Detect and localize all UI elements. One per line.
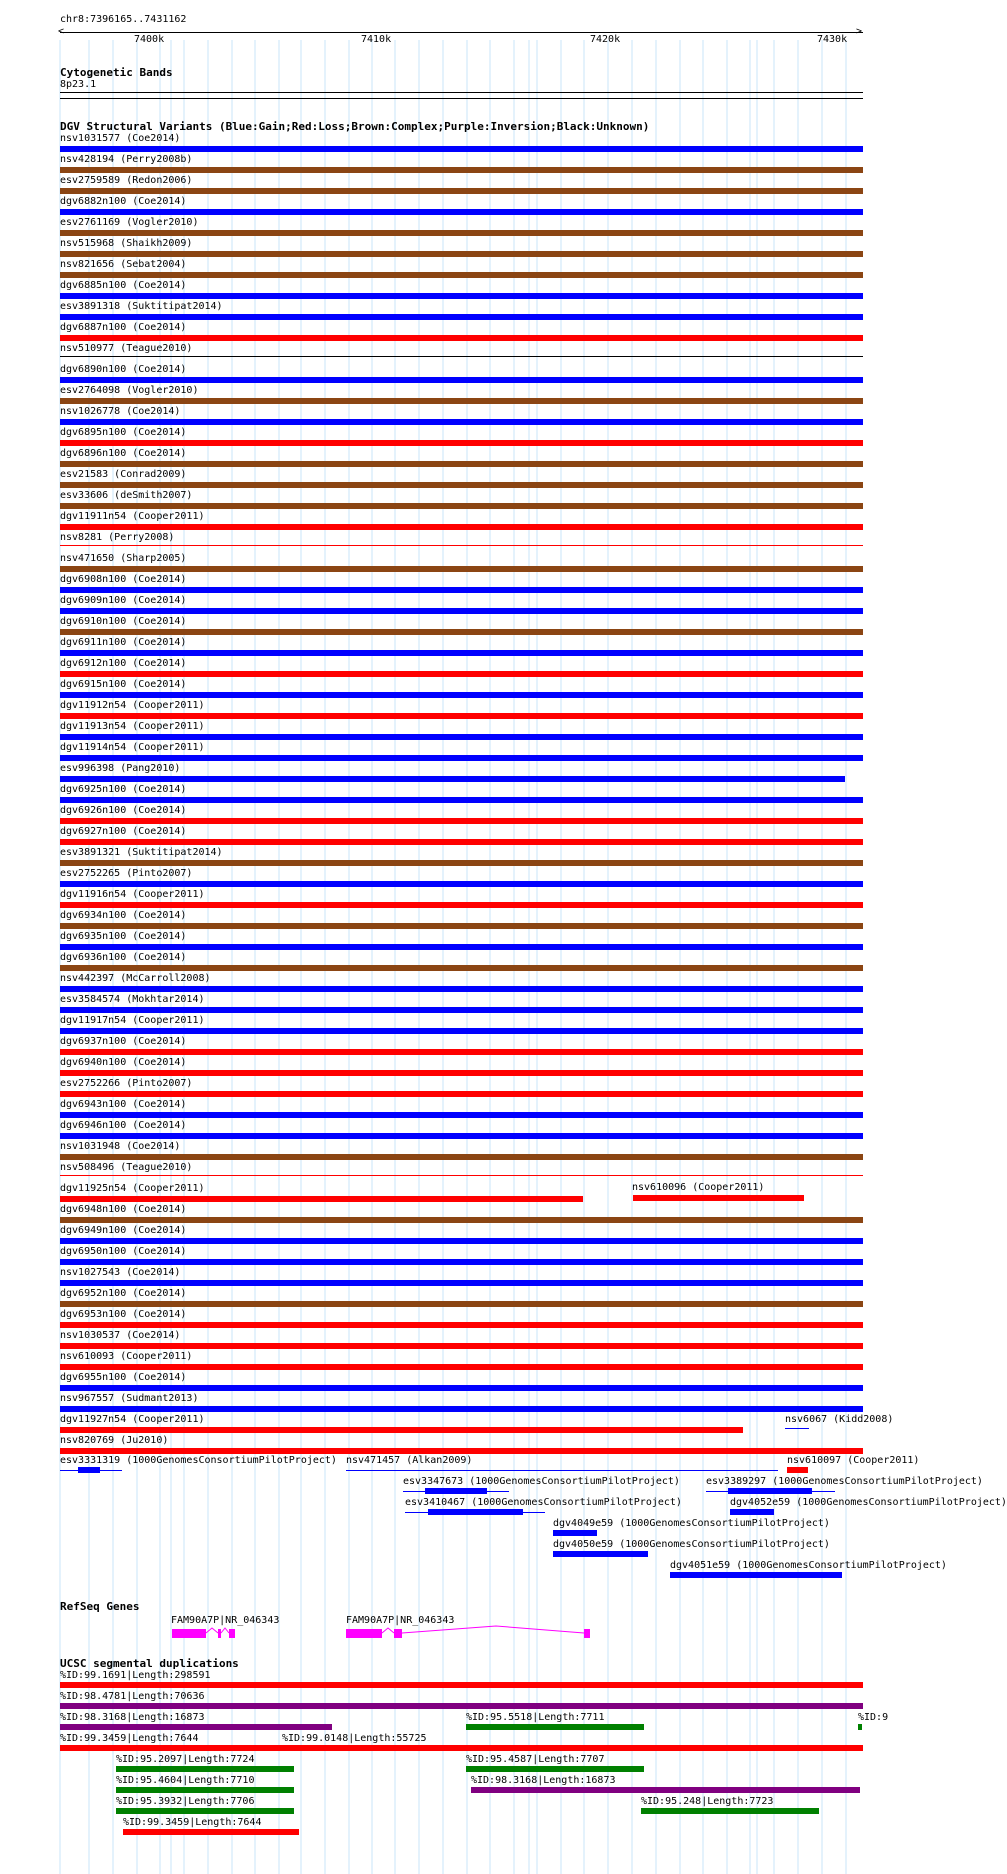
variant-label[interactable]: dgv6953n100 (Coe2014) [60, 1309, 187, 1320]
variant-bar[interactable] [60, 419, 863, 425]
variant-label[interactable]: esv2764098 (Vogler2010) [60, 385, 199, 396]
variant-bar[interactable] [60, 1301, 863, 1307]
variant-label[interactable]: esv3584574 (Mokhtar2014) [60, 994, 205, 1005]
variant-label[interactable]: dgv6952n100 (Coe2014) [60, 1288, 187, 1299]
feature-label[interactable]: nsv6067 (Kidd2008) [785, 1414, 894, 1425]
variant-label[interactable]: dgv6927n100 (Coe2014) [60, 826, 187, 837]
variant-label[interactable]: nsv471650 (Sharp2005) [60, 553, 187, 564]
variant-label[interactable]: dgv6926n100 (Coe2014) [60, 805, 187, 816]
gene-model[interactable] [170, 1625, 242, 1639]
variant-label[interactable]: dgv6912n100 (Coe2014) [60, 658, 187, 669]
segdup-label[interactable]: %ID:95.3932|Length:7706 [116, 1796, 255, 1807]
variant-label[interactable]: esv2752265 (Pinto2007) [60, 868, 193, 879]
variant-bar[interactable] [428, 1509, 523, 1515]
variant-bar[interactable] [60, 881, 863, 887]
variant-label[interactable]: dgv6940n100 (Coe2014) [60, 1057, 187, 1068]
variant-label[interactable]: dgv6950n100 (Coe2014) [60, 1246, 187, 1257]
segdup-bar[interactable] [641, 1808, 819, 1814]
segdup-label[interactable]: %ID:95.2097|Length:7724 [116, 1754, 255, 1765]
variant-bar[interactable] [60, 503, 863, 509]
variant-label[interactable]: dgv11917n54 (Cooper2011) [60, 1015, 205, 1026]
variant-bar[interactable] [60, 1280, 863, 1286]
variant-bar[interactable] [60, 1070, 863, 1076]
variant-bar[interactable] [60, 293, 863, 299]
segdup-bar[interactable] [123, 1829, 299, 1835]
variant-bar[interactable] [60, 1196, 583, 1202]
variant-label[interactable]: nsv1031577 (Coe2014) [60, 133, 181, 144]
segdup-label[interactable]: %ID:95.4604|Length:7710 [116, 1775, 255, 1786]
variant-bar[interactable] [60, 188, 863, 194]
variant-bar[interactable] [553, 1530, 597, 1536]
variant-bar[interactable] [670, 1572, 842, 1578]
variant-label[interactable]: dgv6949n100 (Coe2014) [60, 1225, 187, 1236]
variant-label[interactable]: nsv1030537 (Coe2014) [60, 1330, 181, 1341]
variant-label[interactable]: dgv6882n100 (Coe2014) [60, 196, 187, 207]
variant-bar[interactable] [60, 1322, 863, 1328]
variant-label[interactable]: esv3891321 (Suktitipat2014) [60, 847, 223, 858]
variant-bar[interactable] [60, 377, 863, 383]
variant-label[interactable]: dgv6936n100 (Coe2014) [60, 952, 187, 963]
variant-bar[interactable] [60, 692, 863, 698]
variant-bar[interactable] [787, 1467, 808, 1473]
variant-label[interactable]: nsv8281 (Perry2008) [60, 532, 175, 543]
variant-label[interactable]: dgv6934n100 (Coe2014) [60, 910, 187, 921]
variant-label[interactable]: nsv1031948 (Coe2014) [60, 1141, 181, 1152]
variant-bar[interactable] [60, 860, 863, 866]
variant-bar[interactable] [60, 1028, 863, 1034]
segdup-track-title: UCSC segmental duplications [60, 1657, 239, 1670]
variant-bar[interactable] [730, 1509, 774, 1515]
variant-bar[interactable] [60, 1091, 863, 1097]
variant-bar[interactable] [60, 356, 863, 357]
variant-label[interactable]: dgv6885n100 (Coe2014) [60, 280, 187, 291]
segdup-bar[interactable] [471, 1787, 860, 1793]
variant-label[interactable]: dgv6911n100 (Coe2014) [60, 637, 187, 648]
variant-bar[interactable] [60, 1343, 863, 1349]
variant-label[interactable]: nsv821656 (Sebat2004) [60, 259, 187, 270]
feature-label[interactable]: dgv4052e59 (1000GenomesConsortiumPilotProject) [730, 1497, 1007, 1508]
variant-bar[interactable] [60, 398, 863, 404]
cyto-track-title: Cytogenetic Bands [60, 66, 173, 79]
feature-label[interactable]: nsv610096 (Cooper2011) [632, 1182, 765, 1193]
ruler-tick-label: 7400k [134, 34, 165, 45]
ruler [60, 0, 863, 50]
variant-label[interactable]: dgv6943n100 (Coe2014) [60, 1099, 187, 1110]
variant-bar[interactable] [60, 482, 863, 488]
ruler-range: chr8:7396165..7431162 [60, 14, 187, 25]
variant-bar[interactable] [60, 923, 863, 929]
variant-label[interactable]: esv2761169 (Vogler2010) [60, 217, 199, 228]
segdup-bar[interactable] [60, 1703, 863, 1709]
variant-label[interactable]: dgv6909n100 (Coe2014) [60, 595, 187, 606]
variant-label[interactable]: dgv6890n100 (Coe2014) [60, 364, 187, 375]
variant-bar[interactable] [60, 1364, 863, 1370]
variant-label[interactable]: nsv510977 (Teague2010) [60, 343, 193, 354]
variant-label[interactable]: dgv6948n100 (Coe2014) [60, 1204, 187, 1215]
segdup-label[interactable]: %ID:98.3168|Length:16873 [60, 1712, 205, 1723]
ruler-left-arrow: < [58, 26, 65, 37]
variant-bar[interactable] [60, 797, 863, 803]
variant-bar[interactable] [60, 146, 863, 152]
variant-label[interactable]: dgv6937n100 (Coe2014) [60, 1036, 187, 1047]
variant-label[interactable]: dgv6935n100 (Coe2014) [60, 931, 187, 942]
variant-thin-line[interactable] [346, 1470, 778, 1471]
variant-label[interactable]: dgv11913n54 (Cooper2011) [60, 721, 205, 732]
variant-bar[interactable] [60, 734, 863, 740]
segdup-bar[interactable] [60, 1724, 332, 1730]
variant-label[interactable]: dgv11916n54 (Cooper2011) [60, 889, 205, 900]
variant-bar[interactable] [60, 167, 863, 173]
variant-bar[interactable] [60, 209, 863, 215]
variant-label[interactable]: dgv11927n54 (Cooper2011) [60, 1414, 205, 1425]
feature-label[interactable]: dgv4051e59 (1000GenomesConsortiumPilotProject) [670, 1560, 947, 1571]
variant-label[interactable]: dgv6925n100 (Coe2014) [60, 784, 187, 795]
segdup-bar[interactable] [116, 1787, 294, 1793]
feature-label[interactable]: esv3410467 (1000GenomesConsortiumPilotProject) [405, 1497, 682, 1508]
variant-label[interactable]: nsv820769 (Ju2010) [60, 1435, 169, 1446]
variant-bar[interactable] [60, 965, 863, 971]
segdup-bar[interactable] [60, 1682, 863, 1688]
variant-label[interactable]: esv21583 (Conrad2009) [60, 469, 187, 480]
ruler-tick-label: 7420k [590, 34, 621, 45]
variant-bar[interactable] [60, 1385, 863, 1391]
feature-label[interactable]: esv3347673 (1000GenomesConsortiumPilotProject) [403, 1476, 680, 1487]
variant-bar[interactable] [60, 902, 863, 908]
variant-bar[interactable] [60, 755, 863, 761]
variant-label[interactable]: dgv6946n100 (Coe2014) [60, 1120, 187, 1131]
variant-bar[interactable] [60, 1112, 863, 1118]
variant-bar[interactable] [60, 1217, 863, 1223]
variant-label[interactable]: nsv442397 (McCarroll2008) [60, 973, 211, 984]
variant-label[interactable]: dgv6908n100 (Coe2014) [60, 574, 187, 585]
ruler-tick-label: 7430k [817, 34, 848, 45]
variant-bar[interactable] [78, 1467, 100, 1473]
variant-bar[interactable] [60, 608, 863, 614]
segdup-label[interactable]: %ID:98.4781|Length:70636 [60, 1691, 205, 1702]
segdup-bar[interactable] [466, 1724, 644, 1730]
segdup-bar[interactable] [116, 1766, 294, 1772]
variant-label[interactable]: esv996398 (Pang2010) [60, 763, 181, 774]
ruler-right-arrow: > [856, 26, 863, 37]
variant-bar[interactable] [60, 650, 863, 656]
variant-label[interactable]: nsv610093 (Cooper2011) [60, 1351, 193, 1362]
variant-bar[interactable] [60, 230, 863, 236]
variant-label[interactable]: nsv967557 (Sudmant2013) [60, 1393, 199, 1404]
gene-label[interactable]: FAM90A7P|NR_046343 [346, 1615, 455, 1626]
variant-bar[interactable] [60, 1238, 863, 1244]
feature-label[interactable]: esv3389297 (1000GenomesConsortiumPilotProject) [706, 1476, 983, 1487]
variant-bar[interactable] [60, 1133, 863, 1139]
variant-bar[interactable] [60, 440, 863, 446]
variant-label[interactable]: dgv6915n100 (Coe2014) [60, 679, 187, 690]
refseq-track-title: RefSeq Genes [60, 1600, 140, 1613]
variant-bar[interactable] [60, 314, 863, 320]
dgv-track-title: DGV Structural Variants (Blue:Gain;Red:Loss;Brown:Complex;Purple:Inversion;Black:Unknown) [60, 120, 650, 133]
gene-model[interactable] [346, 1625, 596, 1639]
variant-label[interactable]: nsv515968 (Shaikh2009) [60, 238, 193, 249]
variant-bar[interactable] [553, 1551, 648, 1557]
variant-bar[interactable] [60, 986, 863, 992]
variant-thin-line[interactable] [785, 1428, 809, 1429]
variant-label[interactable]: dgv6887n100 (Coe2014) [60, 322, 187, 333]
variant-bar[interactable] [60, 461, 863, 467]
feature-label[interactable]: nsv471457 (Alkan2009) [346, 1455, 473, 1466]
variant-label[interactable]: dgv11911n54 (Cooper2011) [60, 511, 205, 522]
variant-bar[interactable] [60, 1049, 863, 1055]
variant-label[interactable]: esv33606 (deSmith2007) [60, 490, 193, 501]
variant-label[interactable]: nsv428194 (Perry2008b) [60, 154, 193, 165]
variant-bar[interactable] [60, 1154, 863, 1160]
variant-label[interactable]: esv2759589 (Redon2006) [60, 175, 193, 186]
variant-label[interactable]: nsv1027543 (Coe2014) [60, 1267, 181, 1278]
variant-label[interactable]: nsv508496 (Teague2010) [60, 1162, 193, 1173]
variant-bar[interactable] [60, 566, 863, 572]
variant-bar[interactable] [633, 1195, 804, 1201]
segdup-label[interactable]: %ID:95.4587|Length:7707 [466, 1754, 605, 1765]
variant-bar[interactable] [60, 839, 863, 845]
cyto-band-top [60, 92, 863, 93]
variant-bar[interactable] [60, 944, 863, 950]
variant-bar[interactable] [60, 671, 863, 677]
segdup-bar[interactable] [116, 1808, 294, 1814]
variant-label[interactable]: dgv11912n54 (Cooper2011) [60, 700, 205, 711]
variant-label[interactable]: dgv6910n100 (Coe2014) [60, 616, 187, 627]
variant-bar[interactable] [60, 629, 863, 635]
variant-bar[interactable] [60, 272, 863, 278]
feature-label[interactable]: dgv4050e59 (1000GenomesConsortiumPilotProject) [553, 1539, 830, 1550]
variant-label[interactable]: dgv11925n54 (Cooper2011) [60, 1183, 205, 1194]
variant-bar[interactable] [60, 251, 863, 257]
segdup-label[interactable]: %ID:99.0148|Length:55725 [282, 1733, 427, 1744]
variant-bar[interactable] [425, 1488, 487, 1494]
variant-bar[interactable] [60, 545, 863, 546]
cyto-band-label: 8p23.1 [60, 79, 97, 90]
variant-bar[interactable] [60, 1448, 863, 1454]
segdup-label[interactable]: %ID:95.248|Length:7723 [641, 1796, 774, 1807]
variant-bar[interactable] [60, 1007, 863, 1013]
segdup-bar[interactable] [60, 1745, 863, 1751]
feature-label[interactable]: dgv4049e59 (1000GenomesConsortiumPilotProject) [553, 1518, 830, 1529]
feature-label[interactable]: esv3331319 (1000GenomesConsortiumPilotProject) [60, 1455, 337, 1466]
variant-bar[interactable] [60, 587, 863, 593]
variant-bar[interactable] [60, 1259, 863, 1265]
variant-label[interactable]: dgv6895n100 (Coe2014) [60, 427, 187, 438]
variant-bar[interactable] [60, 1406, 863, 1412]
variant-bar[interactable] [60, 1175, 863, 1176]
segdup-bar[interactable] [858, 1724, 862, 1730]
segdup-label[interactable]: %ID:99.3459|Length:7644 [123, 1817, 262, 1828]
variant-bar[interactable] [60, 713, 863, 719]
variant-bar[interactable] [60, 776, 845, 782]
variant-label[interactable]: dgv6955n100 (Coe2014) [60, 1372, 187, 1383]
variant-bar[interactable] [60, 524, 863, 530]
segdup-label[interactable]: %ID:99.1691|Length:298591 [60, 1670, 211, 1681]
variant-label[interactable]: dgv6896n100 (Coe2014) [60, 448, 187, 459]
segdup-label[interactable]: %ID:98.3168|Length:16873 [471, 1775, 616, 1786]
variant-label[interactable]: esv3891318 (Suktitipat2014) [60, 301, 223, 312]
variant-bar[interactable] [60, 1427, 743, 1433]
variant-label[interactable]: esv2752266 (Pinto2007) [60, 1078, 193, 1089]
variant-label[interactable]: dgv11914n54 (Cooper2011) [60, 742, 205, 753]
variant-bar[interactable] [60, 335, 863, 341]
variant-bar[interactable] [60, 818, 863, 824]
ruler-tick-label: 7410k [361, 34, 392, 45]
segdup-label[interactable]: %ID:99.3459|Length:7644 [60, 1733, 199, 1744]
gene-label[interactable]: FAM90A7P|NR_046343 [171, 1615, 280, 1626]
cyto-band-bottom [60, 98, 863, 99]
variant-label[interactable]: nsv1026778 (Coe2014) [60, 406, 181, 417]
segdup-label[interactable]: %ID:95.5518|Length:7711 [466, 1712, 605, 1723]
segdup-bar[interactable] [466, 1766, 644, 1772]
variant-bar[interactable] [728, 1488, 812, 1494]
ruler-line [60, 32, 863, 33]
feature-label[interactable]: nsv610097 (Cooper2011) [787, 1455, 920, 1466]
segdup-label[interactable]: %ID:9 [858, 1712, 889, 1723]
